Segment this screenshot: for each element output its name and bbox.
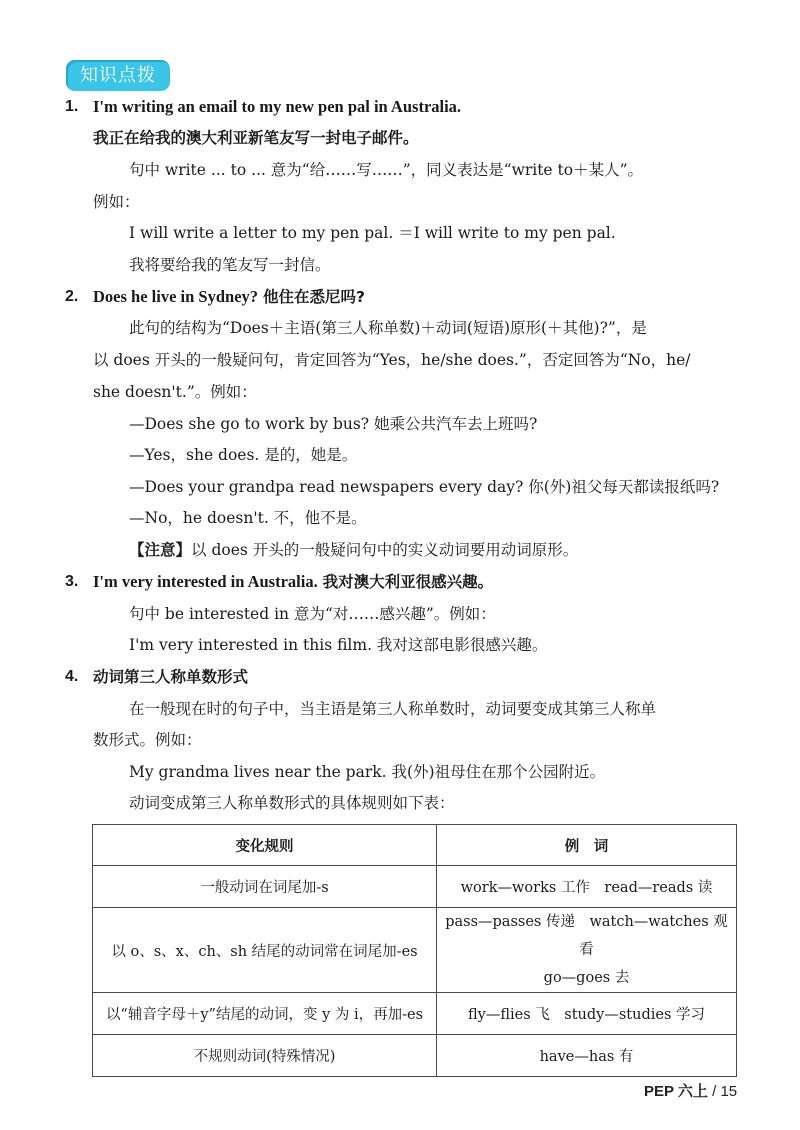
example-sentence: My grandma lives near the park. 我(外)祖母住在那个公园附近。: [129, 763, 606, 781]
example-line: pass—passes 传递 watch—watches 观看: [445, 914, 728, 958]
note-text: 以 does 开头的一般疑问句中的实义动词要用动词原形。: [191, 541, 579, 559]
item-title-en: I'm writing an email to my new pen pal in Australia.: [93, 97, 462, 116]
example-line: go—goes 去: [543, 970, 630, 986]
item-title-zh: 我正在给我的澳大利亚新笔友写一封电子邮件。: [93, 129, 419, 147]
item-title: [93, 571, 493, 593]
item-title-zh: 他住在悉尼吗?: [262, 288, 365, 306]
page-footer: [644, 1080, 737, 1101]
examples-cell: [437, 908, 737, 993]
section-badge: 知识点拨: [66, 60, 170, 91]
note-label: 【注意】: [129, 541, 192, 559]
example-sentence: I will write a letter to my pen pal. ＝I will write to my pen pal.: [129, 224, 616, 242]
rule-cell: 以 o、s、x、ch、sh 结尾的动词常在词尾加-es: [93, 908, 437, 993]
note: [129, 539, 578, 561]
explain-text: 句中 be interested in 意为“对……感兴趣”。例如：: [129, 605, 496, 623]
footer-label: PEP 六上: [644, 1083, 708, 1100]
explain-text: 在一般现在时的句子中，当主语是第三人称单数时，动词要变成其第三人称单: [129, 700, 657, 718]
explain-text: 此句的结构为“Does＋主语(第三人称单数)＋动词(短语)原形(＋其他)?”，是: [129, 319, 647, 337]
table-header-row: [93, 825, 737, 866]
item-title-zh: 动词第三人称单数形式: [93, 668, 249, 686]
explain-text: 句中 write ... to ... 意为“给……写……”，同义表达是“write to＋某人”。: [129, 161, 644, 179]
explain-text: she doesn't.”。例如：: [93, 383, 257, 401]
item-title-en: I'm very interested in Australia.: [93, 572, 318, 591]
example-translation: 我将要给我的笔友写一封信。: [129, 256, 331, 274]
table-header: 变化规则: [93, 825, 437, 866]
explain-text: 以 does 开头的一般疑问句，肯定回答为“Yes，he/she does.”，否定回答为“No，he/: [93, 351, 691, 369]
explain-text: 数形式。例如：: [93, 731, 202, 749]
item-title: [93, 286, 365, 308]
example-sentence: I'm very interested in this film. 我对这部电影很感兴趣。: [129, 636, 548, 654]
examples-cell: have—has 有: [437, 1035, 737, 1077]
item-number: 4.: [65, 668, 79, 685]
dialog-line: —Yes，she does. 是的，她是。: [129, 446, 358, 464]
item-number: 1.: [65, 98, 79, 115]
table-row: [93, 866, 737, 908]
dialog-line: —Does she go to work by bus? 她乘公共汽车去上班吗?: [129, 415, 538, 433]
explain-text: 例如：: [93, 193, 140, 211]
examples-cell: fly—flies 飞 study—studies 学习: [437, 993, 737, 1035]
dialog-line: —No，he doesn't. 不，他不是。: [129, 509, 367, 527]
footer-separator: /: [707, 1083, 721, 1100]
table-row: [93, 1035, 737, 1077]
rule-cell: 不规则动词(特殊情况): [93, 1035, 437, 1077]
table-row: [93, 908, 737, 993]
table-header: 例 词: [437, 825, 737, 866]
dialog-line: —Does your grandpa read newspapers every day? 你(外)祖父每天都读报纸吗?: [129, 478, 720, 496]
item-number: 2.: [65, 288, 79, 305]
table-row: [93, 993, 737, 1035]
item-title-zh: 我对澳大利亚很感兴趣。: [322, 573, 494, 591]
examples-cell: work—works 工作 read—reads 读: [437, 866, 737, 908]
rule-cell: 以“辅音字母＋y”结尾的动词，变 y 为 i，再加-es: [93, 993, 437, 1035]
item-title-en: Does he live in Sydney?: [93, 287, 259, 306]
page-number: 15: [720, 1083, 738, 1100]
item-number: 3.: [65, 573, 79, 590]
rule-cell: 一般动词在词尾加-s: [93, 866, 437, 908]
table-intro: 动词变成第三人称单数形式的具体规则如下表：: [129, 794, 455, 812]
rules-table: [92, 824, 737, 1077]
